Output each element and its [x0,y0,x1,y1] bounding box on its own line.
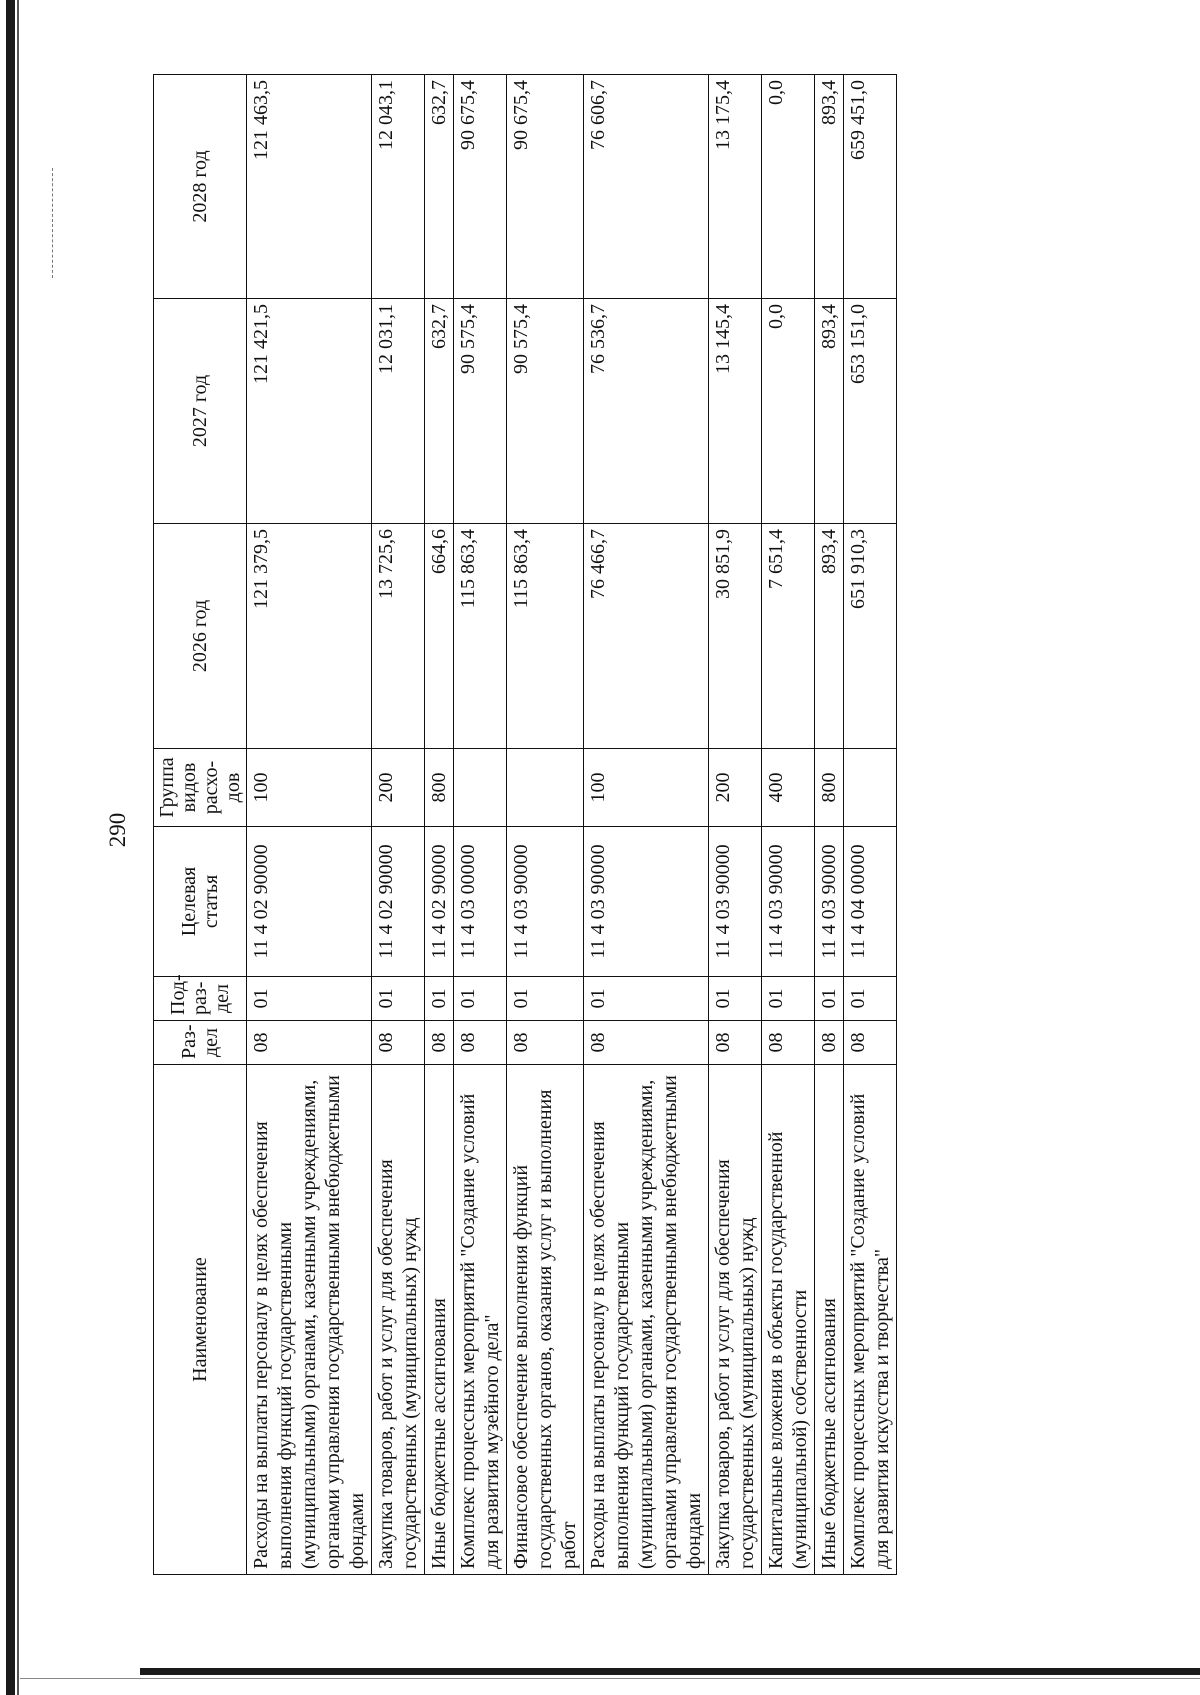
scan-edge-left [6,0,15,1695]
cell-razdel: 08 [709,1021,762,1065]
table-row [372,75,425,1575]
budget-table [153,74,897,1575]
cell-podrazdel: 01 [372,977,425,1021]
cell-name: Иные бюджетные ассигнования [815,1065,844,1575]
cell-podrazdel: 01 [815,977,844,1021]
cell-2026: 30 851,9 [709,524,762,749]
cell-2026: 893,4 [815,524,844,749]
header-2028: 2028 год [154,75,247,299]
cell-celevaya-statya: 11 4 02 90000 [425,827,454,977]
cell-vid-rashodov [454,749,507,827]
cell-2028: 0,0 [762,75,815,299]
cell-celevaya-statya: 11 4 03 00000 [454,827,507,977]
cell-2026: 7 651,4 [762,524,815,749]
cell-celevaya-statya: 11 4 04 00000 [844,827,897,977]
table-row [425,75,454,1575]
header-2026: 2026 год [154,524,247,749]
cell-2027: 76 536,7 [584,299,709,524]
scan-edge-left-line [17,0,19,1695]
cell-2028: 13 175,4 [709,75,762,299]
cell-podrazdel: 01 [507,977,584,1021]
cell-2028: 12 043,1 [372,75,425,299]
cell-vid-rashodov [507,749,584,827]
cell-vid-rashodov: 800 [425,749,454,827]
cell-2026: 115 863,4 [454,524,507,749]
cell-razdel: 08 [247,1021,372,1065]
cell-celevaya-statya: 11 4 02 90000 [247,827,372,977]
cell-celevaya-statya: 11 4 03 90000 [815,827,844,977]
cell-podrazdel: 01 [762,977,815,1021]
header-razdel: Раз- дел [154,1021,247,1065]
cell-name: Комплекс процессных мероприятий "Создание условий для развития музейного дела" [454,1065,507,1575]
cell-razdel: 08 [454,1021,507,1065]
cell-celevaya-statya: 11 4 03 90000 [507,827,584,977]
cell-celevaya-statya: 11 4 03 90000 [762,827,815,977]
cell-razdel: 08 [584,1021,709,1065]
table-row [584,75,709,1575]
cell-celevaya-statya: 11 4 03 90000 [584,827,709,977]
cell-2027: 632,7 [425,299,454,524]
header-celevaya-statya: Целевая статья [154,827,247,977]
cell-name: Капитальные вложения в объекты государственной (муниципальной) собственности [762,1065,815,1575]
scan-edge-bottom [140,1668,1200,1675]
table-header-row [154,75,247,1575]
cell-vid-rashodov: 100 [584,749,709,827]
table-row [507,75,584,1575]
cell-2027: 121 421,5 [247,299,372,524]
cell-2028: 893,4 [815,75,844,299]
cell-2028: 76 606,7 [584,75,709,299]
table-row [815,75,844,1575]
cell-2027: 893,4 [815,299,844,524]
cell-2026: 13 725,6 [372,524,425,749]
cell-2027: 653 151,0 [844,299,897,524]
cell-vid-rashodov: 800 [815,749,844,827]
table-row [709,75,762,1575]
rotated-page [95,55,1195,1605]
table-row [762,75,815,1575]
cell-podrazdel: 01 [247,977,372,1021]
cell-2027: 90 575,4 [507,299,584,524]
cell-2028: 90 675,4 [454,75,507,299]
cell-podrazdel: 01 [709,977,762,1021]
scan-dash-mark [52,168,54,278]
cell-2026: 651 910,3 [844,524,897,749]
cell-2026: 76 466,7 [584,524,709,749]
cell-razdel: 08 [507,1021,584,1065]
cell-2028: 121 463,5 [247,75,372,299]
cell-podrazdel: 01 [584,977,709,1021]
header-podrazdel: Под- раз- дел [154,977,247,1021]
table-row [247,75,372,1575]
cell-name: Финансовое обеспечение выполнения функций государственных органов, оказания услуг и выполнения работ [507,1065,584,1575]
cell-2028: 90 675,4 [507,75,584,299]
cell-name: Иные бюджетные ассигнования [425,1065,454,1575]
cell-vid-rashodov: 100 [247,749,372,827]
cell-2026: 664,6 [425,524,454,749]
cell-razdel: 08 [815,1021,844,1065]
cell-2028: 632,7 [425,75,454,299]
cell-2027: 12 031,1 [372,299,425,524]
cell-podrazdel: 01 [425,977,454,1021]
cell-podrazdel: 01 [454,977,507,1021]
cell-2027: 90 575,4 [454,299,507,524]
cell-name: Закупка товаров, работ и услуг для обеспечения государственных (муниципальных) нужд [372,1065,425,1575]
cell-2027: 0,0 [762,299,815,524]
header-name: Наименование [154,1065,247,1575]
cell-razdel: 08 [762,1021,815,1065]
page-number: 290 [105,812,130,848]
cell-razdel: 08 [844,1021,897,1065]
header-gruppa-vidov-rashodov: Группа видов расхо- дов [154,749,247,827]
cell-2026: 121 379,5 [247,524,372,749]
cell-celevaya-statya: 11 4 03 90000 [709,827,762,977]
cell-vid-rashodov: 200 [372,749,425,827]
cell-vid-rashodov [844,749,897,827]
cell-name: Расходы на выплаты персоналу в целях обеспечения выполнения функций государственными (муниципальными) органами, казенными учреждениями, органами управления государственными внебюджетными фондами [584,1065,709,1575]
cell-2028: 659 451,0 [844,75,897,299]
table-row [454,75,507,1575]
cell-podrazdel: 01 [844,977,897,1021]
cell-vid-rashodov: 400 [762,749,815,827]
cell-celevaya-statya: 11 4 02 90000 [372,827,425,977]
cell-2027: 13 145,4 [709,299,762,524]
cell-name: Комплекс процессных мероприятий "Создание условий для развития искусства и творчества" [844,1065,897,1575]
cell-2026: 115 863,4 [507,524,584,749]
scan-edge-bottom-line [20,1678,1200,1679]
header-2027: 2027 год [154,299,247,524]
table-row [844,75,897,1575]
cell-razdel: 08 [372,1021,425,1065]
cell-name: Закупка товаров, работ и услуг для обеспечения государственных (муниципальных) нужд [709,1065,762,1575]
cell-vid-rashodov: 200 [709,749,762,827]
cell-razdel: 08 [425,1021,454,1065]
cell-name: Расходы на выплаты персоналу в целях обеспечения выполнения функций государственными (муниципальными) органами, казенными учреждениями, органами управления государственными внебюджетными фондами [247,1065,372,1575]
